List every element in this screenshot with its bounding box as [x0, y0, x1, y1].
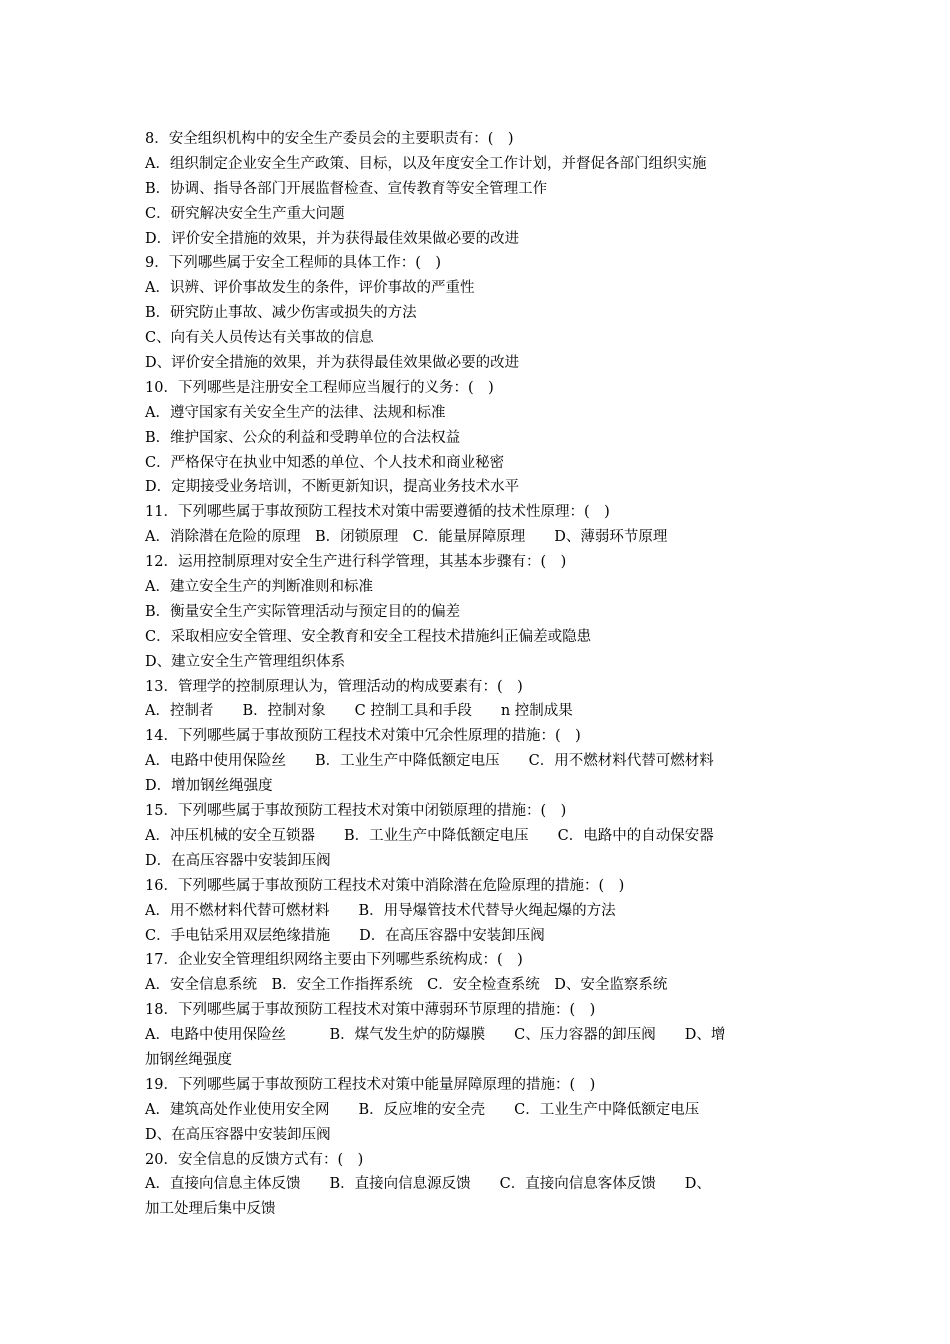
text-line: C．研究解决安全生产重大问题	[145, 205, 345, 222]
text-line: A．电路中使用保险丝 B．工业生产中降低额定电压 C．用不燃材料代替可燃材料	[145, 753, 714, 770]
text-line: D．评价安全措施的效果，并为获得最佳效果做必要的改进	[145, 230, 520, 247]
text-line: C．手电钻采用双层绝缘措施 D．在高压容器中安装卸压阀	[145, 927, 545, 944]
text-line: 加钢丝绳强度	[145, 1051, 232, 1068]
text-line: 17．企业安全管理组织网络主要由下列哪些系统构成：( )	[145, 952, 523, 969]
text-line: 11．下列哪些属于事故预防工程技术对策中需要遵循的技术性原理：( )	[145, 504, 610, 521]
text-line: 14．下列哪些属于事故预防工程技术对策中冗余性原理的措施：( )	[145, 728, 581, 745]
text-line: D．增加钢丝绳强度	[145, 778, 273, 795]
document-body	[145, 127, 815, 1222]
text-line: A．电路中使用保险丝 B．煤气发生炉的防爆膜 C、压力容器的卸压阀 D、增	[145, 1027, 726, 1044]
text-line: A．组织制定企业安全生产政策、目标，以及年度安全工作计划，并督促各部门组织实施	[145, 155, 707, 172]
text-line: 10．下列哪些是注册安全工程师应当履行的义务：( )	[145, 379, 494, 396]
text-line: B．研究防止事故、减少伤害或损失的方法	[145, 305, 417, 322]
text-line: 9．下列哪些属于安全工程师的具体工作：( )	[145, 255, 442, 272]
text-line: C、向有关人员传达有关事故的信息	[145, 330, 374, 347]
text-line: 18．下列哪些属于事故预防工程技术对策中薄弱环节原理的措施：( )	[145, 1002, 596, 1019]
text-line: D、在高压容器中安装卸压阀	[145, 1126, 331, 1143]
text-line: A．冲压机械的安全互锁器 B．工业生产中降低额定电压 C．电路中的自动保安器	[145, 827, 714, 844]
text-line: A．控制者 B．控制对象 C 控制工具和手段 n 控制成果	[145, 703, 573, 720]
text-line: B．协调、指导各部门开展监督检查、宣传教育等安全管理工作	[145, 180, 548, 197]
text-line: 12．运用控制原理对安全生产进行科学管理，其基本步骤有：( )	[145, 554, 567, 571]
text-line: 加工处理后集中反馈	[145, 1201, 276, 1218]
text-line: 8．安全组织机构中的安全生产委员会的主要职责有：( )	[145, 131, 514, 147]
text-line: 20．安全信息的反馈方式有：( )	[145, 1151, 364, 1168]
text-line: D．在高压容器中安装卸压阀	[145, 852, 331, 869]
text-line: C．采取相应安全管理、安全教育和安全工程技术措施纠正偏差或隐患	[145, 628, 592, 645]
text-line: D、建立安全生产管理组织体系	[145, 653, 346, 670]
text-line: A．建筑高处作业使用安全网 B．反应堆的安全壳 C．工业生产中降低额定电压	[145, 1101, 700, 1118]
text-line: B．维护国家、公众的利益和受聘单位的合法权益	[145, 429, 461, 446]
text-line: 13．管理学的控制原理认为，管理活动的构成要素有：( )	[145, 678, 523, 695]
text-line: A．用不燃材料代替可燃材料 B．用导爆管技术代替导火绳起爆的方法	[145, 902, 616, 919]
text-line: D、评价安全措施的效果，并为获得最佳效果做必要的改进	[145, 355, 520, 372]
text-line: A．识辨、评价事故发生的条件，评价事故的严重性	[145, 280, 475, 297]
text-line: B．衡量安全生产实际管理活动与预定目的的偏差	[145, 603, 461, 620]
text-line: 15．下列哪些属于事故预防工程技术对策中闭锁原理的措施：( )	[145, 803, 567, 820]
text-line: 19．下列哪些属于事故预防工程技术对策中能量屏障原理的措施：( )	[145, 1076, 596, 1093]
text-line: A．直接向信息主体反馈 B．直接向信息源反馈 C．直接向信息客体反馈 D、	[145, 1176, 711, 1193]
text-line: D．定期接受业务培训，不断更新知识，提高业务技术水平	[145, 479, 520, 496]
text-line: A．遵守国家有关安全生产的法律、法规和标准	[145, 404, 446, 421]
text-line: A．消除潜在危险的原理 B．闭锁原理 C．能量屏障原理 D、薄弱环节原理	[145, 529, 668, 546]
text-line: C．严格保守在执业中知悉的单位、个人技术和商业秘密	[145, 454, 505, 471]
text-line: 16．下列哪些属于事故预防工程技术对策中消除潜在危险原理的措施：( )	[145, 877, 625, 894]
text-line: A．安全信息系统 B．安全工作指挥系统 C．安全检查系统 D、安全监察系统	[145, 977, 668, 994]
text-line: A．建立安全生产的判断准则和标准	[145, 579, 373, 596]
